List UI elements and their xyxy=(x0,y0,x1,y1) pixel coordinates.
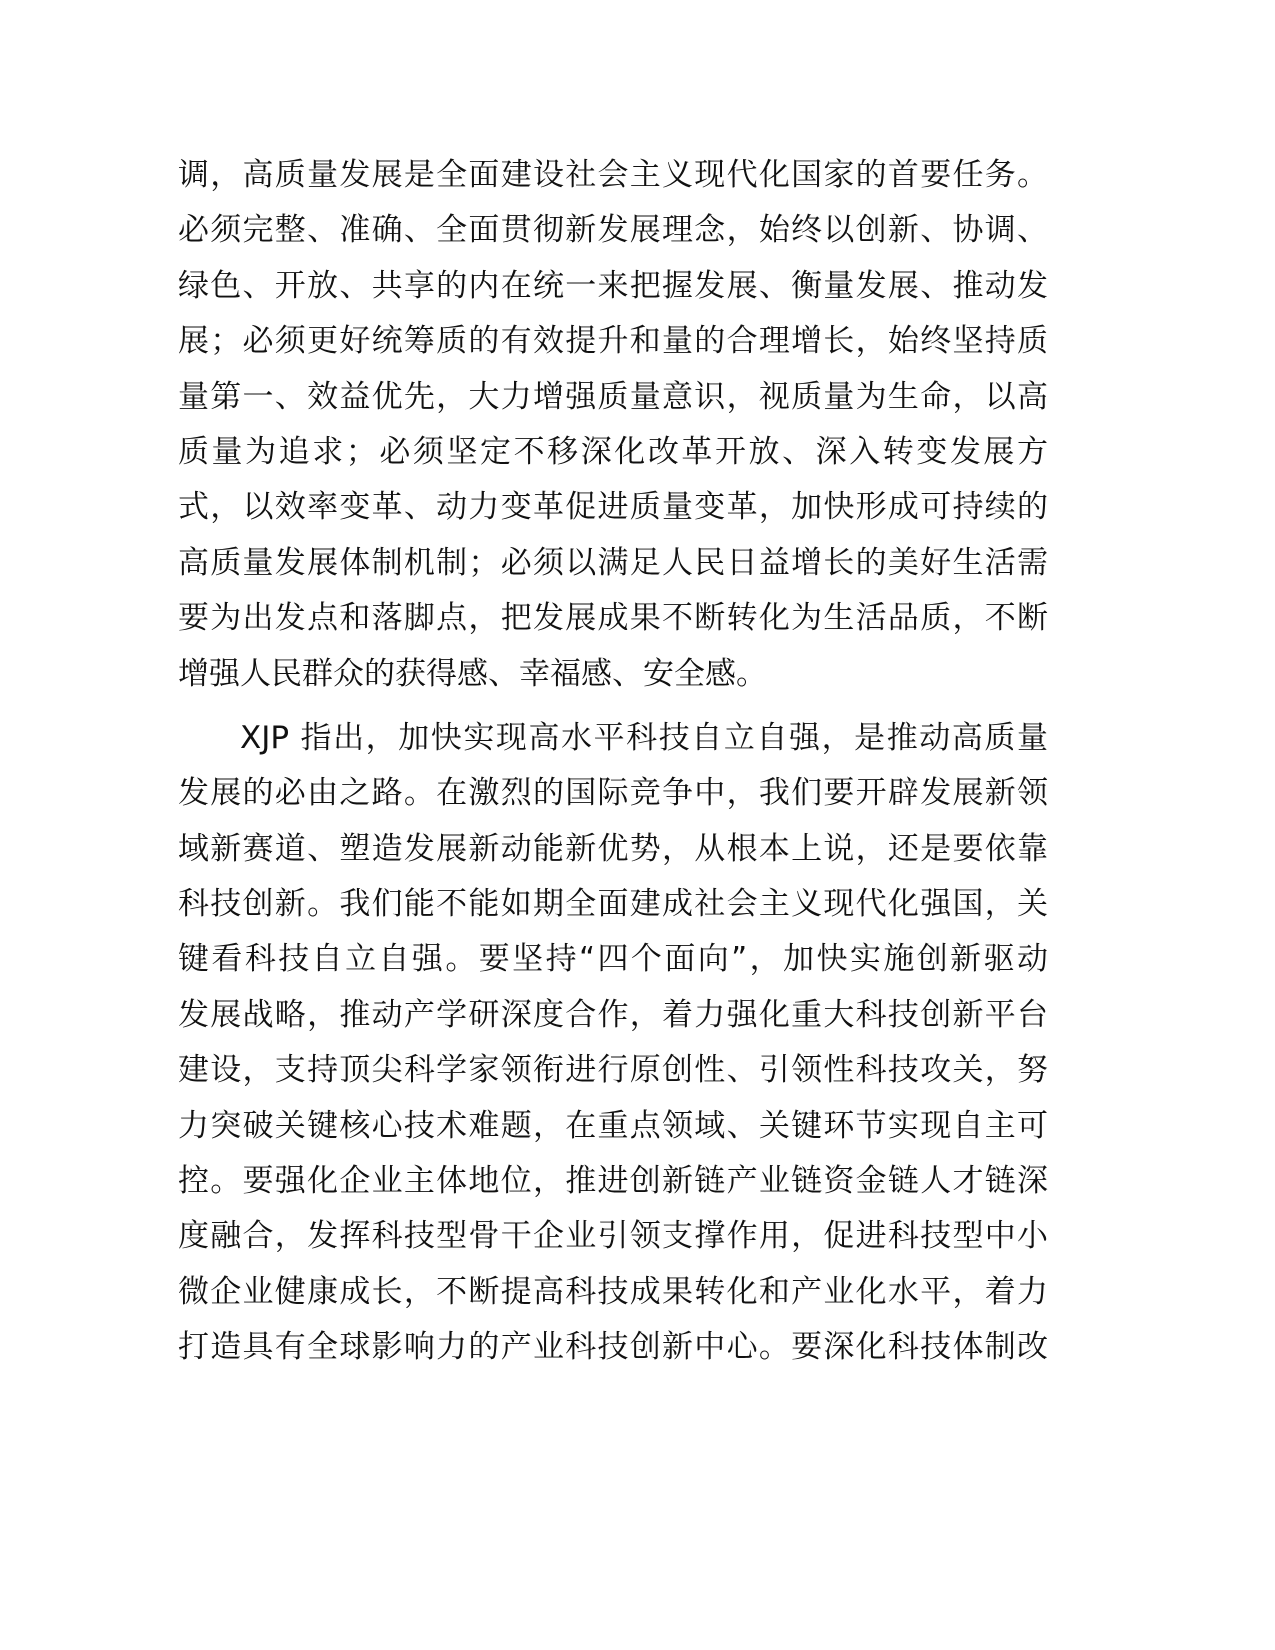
text-line: 发展的必由之路。在激烈的国际竞争中，我们要开辟发展新领 xyxy=(178,775,1048,812)
text-line: 调，高质量发展是全面建设社会主义现代化国家的首要任务。 xyxy=(178,157,1048,193)
text-line: 增强人民群众的获得感、幸福感、安全感。 xyxy=(178,655,767,692)
text-line: 绿色、开放、共享的内在统一来把握发展、衡量发展、推动发 xyxy=(178,267,1048,304)
text-line: 建设，支持顶尖科学家领衔进行原创性、引领性科技攻关，努 xyxy=(178,1052,1048,1089)
text-line: 必须完整、准确、全面贯彻新发展理念，始终以创新、协调、 xyxy=(178,212,1048,249)
paragraph-spacing xyxy=(178,702,1048,711)
text-line: 微企业健康成长，不断提高科技成果转化和产业化水平，着力 xyxy=(178,1273,1048,1310)
text-line: 打造具有全球影响力的产业科技创新中心。要深化科技体制改 xyxy=(178,1329,1048,1366)
text-line: XJP 指出，加快实现高水平科技自立自强，是推动高质量 xyxy=(240,719,1048,756)
text-line: 域新赛道、塑造发展新动能新优势，从根本上说，还是要依靠 xyxy=(178,830,1048,867)
paragraph-2 xyxy=(178,711,1048,1376)
text-line: 展；必须更好统筹质的有效提升和量的合理增长，始终坚持质 xyxy=(178,323,1048,360)
paragraph-1 xyxy=(178,148,1048,702)
text-line: 度融合，发挥科技型骨干企业引领支撑作用，促进科技型中小 xyxy=(178,1218,1048,1255)
document-body xyxy=(178,148,1048,1376)
text-line: 式，以效率变革、动力变革促进质量变革，加快形成可持续的 xyxy=(178,489,1048,526)
text-line: 质量为追求；必须坚定不移深化改革开放、深入转变发展方 xyxy=(178,433,1048,470)
text-line: 高质量发展体制机制；必须以满足人民日益增长的美好生活需 xyxy=(178,544,1048,581)
text-line: 键看科技自立自强。要坚持“四个面向”，加快实施创新驱动 xyxy=(178,941,1048,978)
text-line: 要为出发点和落脚点，把发展成果不断转化为生活品质，不断 xyxy=(178,600,1048,637)
text-line: 发展战略，推动产学研深度合作，着力强化重大科技创新平台 xyxy=(178,996,1048,1033)
text-line: 力突破关键核心技术难题，在重点领域、关键环节实现自主可 xyxy=(178,1107,1048,1144)
text-line: 量第一、效益优先，大力增强质量意识，视质量为生命，以高 xyxy=(178,378,1048,415)
text-line: 控。要强化企业主体地位，推进创新链产业链资金链人才链深 xyxy=(178,1163,1048,1200)
text-line: 科技创新。我们能不能如期全面建成社会主义现代化强国，关 xyxy=(178,886,1048,923)
